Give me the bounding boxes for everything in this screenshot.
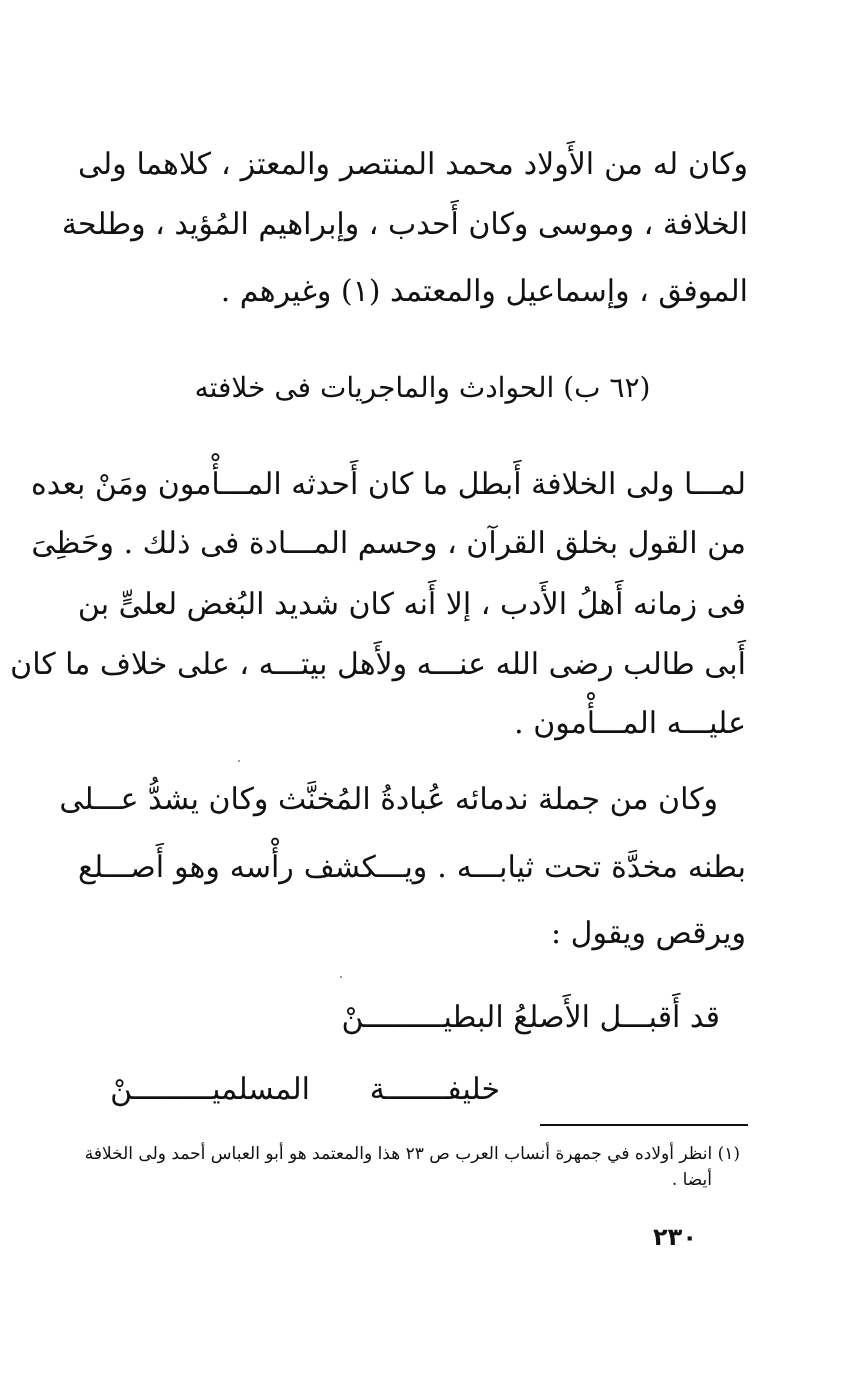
verse-line-2-first-hemistich: خليفـــــــة xyxy=(369,1072,500,1107)
page-number: ٢٣٠ xyxy=(653,1223,697,1251)
paragraph-2-line-1: لمـــا ولى الخلافة أَبطل ما كان أَحدثه المـــأْمون ومَنْ بعده xyxy=(31,467,746,502)
paragraph-3-line-3: ويرقص ويقول : xyxy=(551,916,746,951)
paragraph-3-line-1: وكان من جملة ندمائه عُبادةُ المُخنَّث وكان يشدُّ عـــلى xyxy=(59,782,718,817)
paragraph-3-line-2: بطنه مخدَّة تحت ثيابـــه . ويـــكشف رأْسه وهو أَصـــلع xyxy=(78,850,746,885)
footnote-line-2: أيضا . xyxy=(671,1170,712,1190)
footnote-separator xyxy=(540,1124,748,1126)
footnote-line-1: (١) انظر أولاده في جمهرة أنساب العرب ص ٢٣ هذا والمعتمد هو أبو العباس أحمد ولى الخلافة xyxy=(84,1144,740,1164)
scan-speck xyxy=(238,760,240,762)
paragraph-1-line-2: الخلافة ، وموسى وكان أَحدب ، وإبراهيم المُؤيد ، وطلحة xyxy=(61,207,748,242)
verse-line-2-second-hemistich: المسلميـــــــــنْ xyxy=(110,1072,310,1107)
paragraph-2-line-2: من القول بخلق القرآن ، وحسم المـــادة فى ذلك . وحَظِىَ xyxy=(31,526,746,561)
paragraph-2-line-3: فى زمانه أَهلُ الأَدب ، إلا أَنه كان شديد البُغض لعلىٍّ بن xyxy=(77,587,746,622)
paragraph-1-line-3: الموفق ، وإسماعيل والمعتمد (١) وغيرهم . xyxy=(220,274,748,309)
section-heading: (٦٢ ب) الحوادث والماجريات فى خلافته xyxy=(194,371,651,404)
paragraph-2-line-4: أَبى طالب رضى الله عنـــه ولأَهل بيتـــه ، على خلاف ما كان xyxy=(10,647,746,682)
verse-line-1: قد أَقبـــل الأَصلعُ البطيـــــــــنْ xyxy=(341,1000,720,1035)
scan-speck xyxy=(340,976,342,978)
paragraph-2-line-5: عليـــه المـــأْمون . xyxy=(514,706,746,741)
paragraph-1-line-1: وكان له من الأَولاد محمد المنتصر والمعتز ، كلاهما ولى xyxy=(78,147,748,182)
